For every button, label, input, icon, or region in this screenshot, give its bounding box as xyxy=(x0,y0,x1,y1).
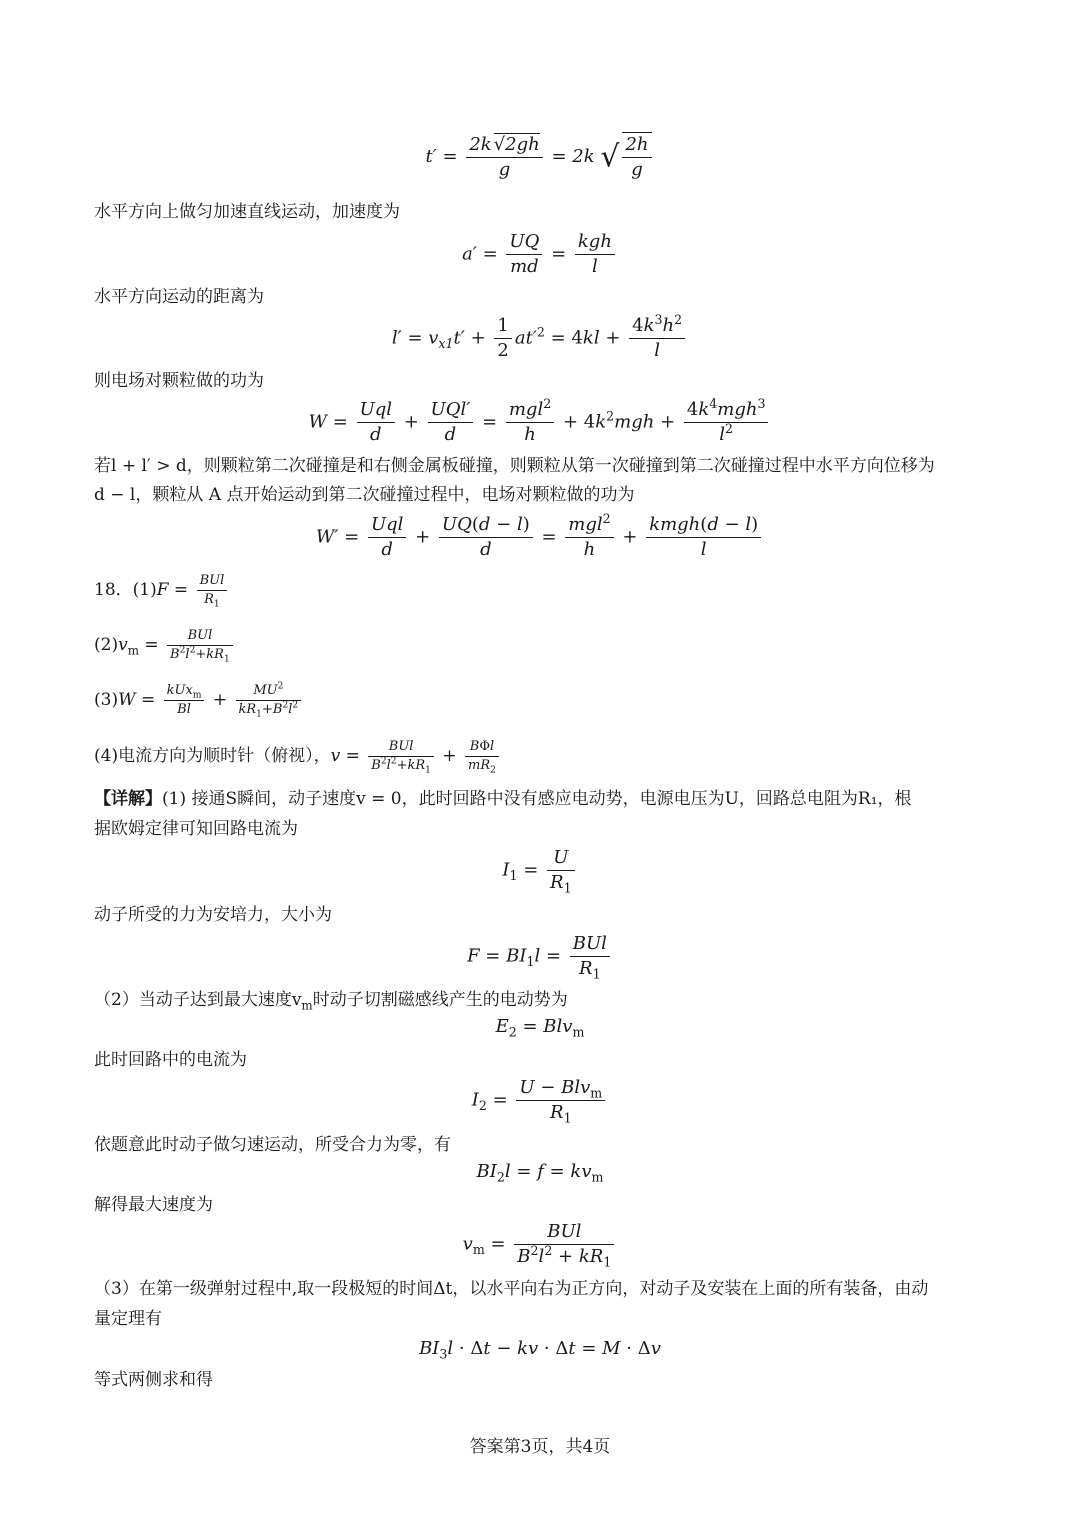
text-detail-1: 【详解】(1) 接通S瞬间，动子速度v = 0，此时回路中没有感应电动势，电源电压为U，回路总电阻为R₁，根 xyxy=(94,789,912,809)
equation-vm: $v_m$ = $\frac{\text{BUl}}{B^2l^2 + kR_1}$ xyxy=(0,1220,1080,1269)
text-displacement: d − l，颗粒从 A 点开始运动到第二次碰撞过程中，电场对颗粒做的功为 xyxy=(94,485,635,505)
equation-e2: $E_2 = Blv_m$ xyxy=(495,1016,585,1040)
answer-18-1: 18．(1)F = $\frac{\text{BUl}}{R_1}$ xyxy=(94,572,230,609)
text-work-by-field: 则电场对颗粒做的功为 xyxy=(94,371,264,391)
text-max-speed: 解得最大速度为 xyxy=(94,1195,213,1215)
text-sum-both-sides: 等式两侧求和得 xyxy=(94,1370,213,1390)
equation-balance: $BI_2l = f = kv_m$ xyxy=(476,1161,604,1185)
text-detail-3: （3）在第一级弹射过程中,取一段极短的时间Δt，以水平向右为正方向，对动子及安装在上面的所有装备，由动 xyxy=(94,1279,929,1299)
equation-w: W = $\frac{\text{Uql}}{d}$ + $\frac{\text{UQl′}}{d}$ = $\frac{mgl^2}{h}$ + $4k^2mgh$ + $\frac{4k^4mgh^3}{l^2}$ xyxy=(0,398,1080,447)
equation-l-prime: $l' = v_{x1}t'$ + $\frac{1}{2}$ $at'^2 = 4kl$ + $\frac{4k^3h^2}{l}$ xyxy=(0,314,1080,363)
answer-18-2: $(2)v_m$ = $\frac{\text{BUl}}{B^2l^2+kR_1}$ xyxy=(94,627,236,664)
text-horizontal-distance: 水平方向运动的距离为 xyxy=(94,287,264,307)
answer-18-3: (3)W = $\frac{kUx_m}{Bl}$ + $\frac{MU^2}{kR_1+B^2l^2}$ xyxy=(94,682,304,719)
equation-momentum: $BI_3l \cdot \Delta t$ − kv · Δt = M · Δv xyxy=(419,1338,661,1362)
text-uniform-motion: 依题意此时动子做匀速运动，所受合力为零，有 xyxy=(94,1135,451,1155)
equation-i1: $I_1$ = $\frac{U}{R_1}$ xyxy=(0,846,1080,895)
equation-i2: $I_2$ = $\frac{U - Blv_m}{R_1}$ xyxy=(0,1076,1080,1125)
text-detail-2: （2）当动子达到最大速度$v_m$时动子切割磁感线产生的电动势为 xyxy=(94,990,568,1013)
page-footer: 答案第3页，共4页 xyxy=(469,1437,611,1457)
text-ampere-force: 动子所受的力为安培力，大小为 xyxy=(94,905,332,925)
answer-18-4: (4)电流方向为顺时针（俯视），v = $\frac{\text{BUl}}{B^2l^2+kR_1}$ + $\frac{\text{BΦl}}{mR_2}$ xyxy=(94,738,502,775)
text-second-collision: 若l + l′ > d，则颗粒第二次碰撞是和右侧金属板碰撞，则颗粒从第一次碰撞到第二次碰撞过程中水平方向位移为 xyxy=(94,456,935,476)
equation-t-prime: t′ = $\frac{2k √2gh}{g}$ = 2k √ $\frac{2h}{g}$ xyxy=(0,132,1080,182)
equation-f: $F = BI_1l$ = $\frac{\text{BUl}}{R_1}$ xyxy=(0,932,1080,981)
text-momentum-theorem: 量定理有 xyxy=(94,1309,162,1329)
equation-a-prime: a′ = $\frac{UQ}{md}$ = $\frac{\text{kgh}}{l}$ xyxy=(0,230,1080,279)
text-detail-ohm: 据欧姆定律可知回路电流为 xyxy=(94,819,298,839)
equation-w-prime: W′ = $\frac{\text{Uql}}{d}$ + $\frac{UQ(d - l)}{d}$ = $\frac{mgl^2}{h}$ + $\frac{\text{kmgh(d − l)}}{l}$ xyxy=(0,513,1080,562)
text-horizontal-acceleration: 水平方向上做匀加速直线运动，加速度为 xyxy=(94,202,400,222)
text-current-now: 此时回路中的电流为 xyxy=(94,1050,247,1070)
